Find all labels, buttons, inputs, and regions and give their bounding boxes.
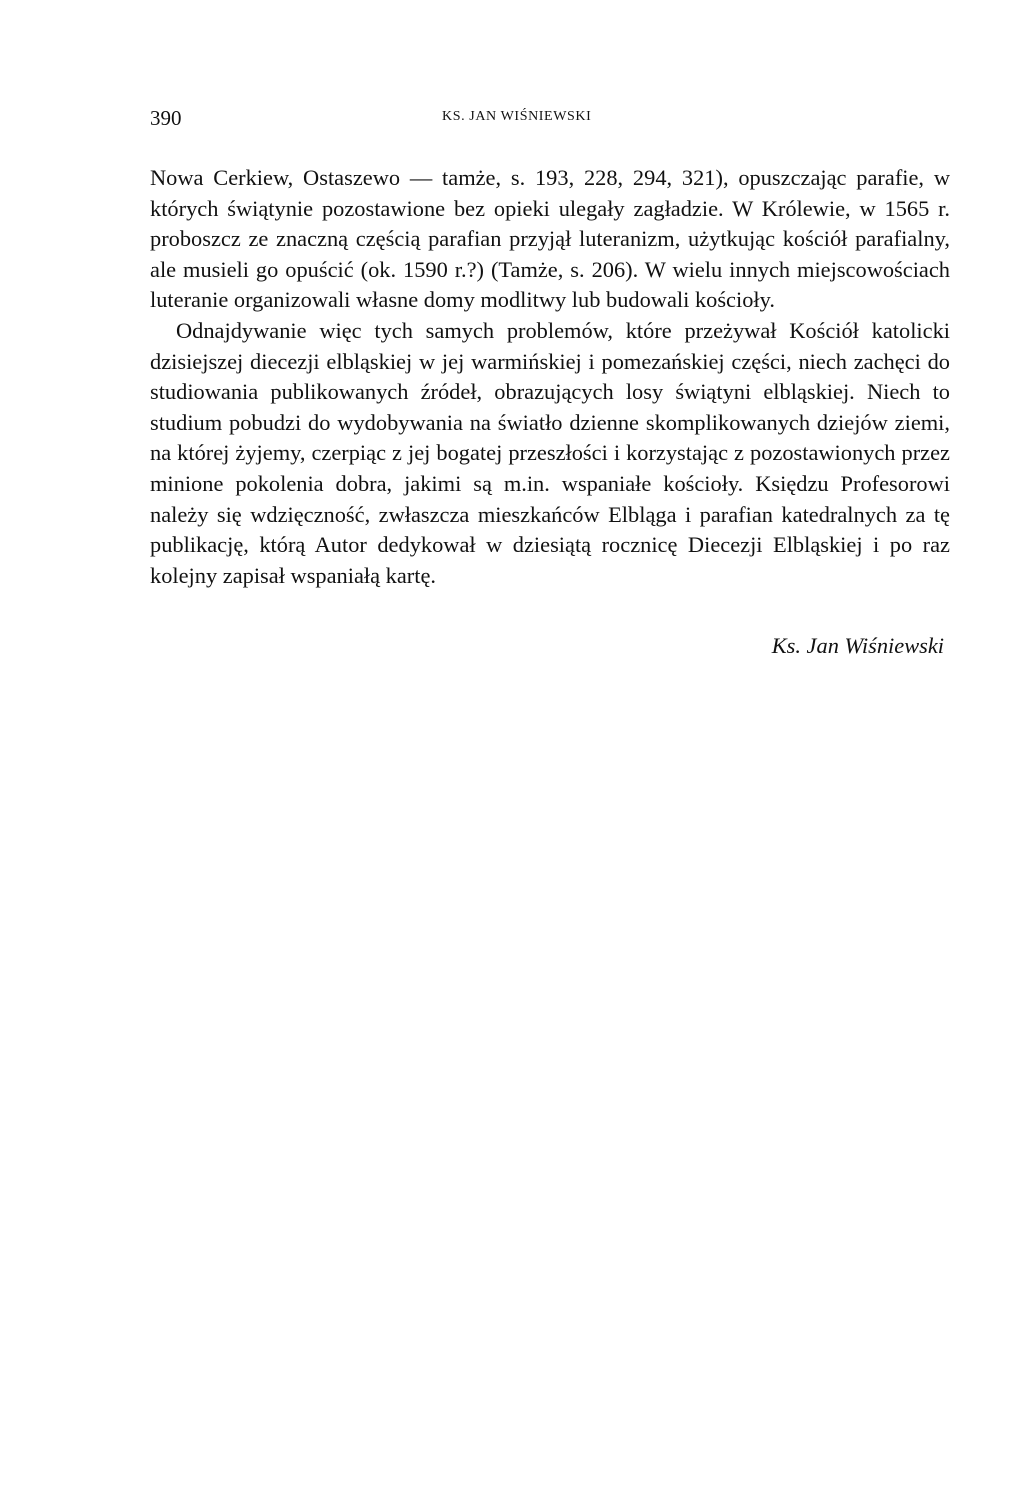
running-title: KS. JAN WIŚNIEWSKI: [442, 109, 592, 124]
paragraph: Odnajdywanie więc tych samych problemów, które przeżywał Kościół katolicki dzisiejszej diecezji elbląskiej w jej warmińskiej i pomezańskiej części, niech zachęci do studiowania publikowanych źródeł, obrazujących losy świątyni elbląskiej. Niech to studium pobudzi do wydobywania na światło dzienne skomplikowanych dziejów ziemi, na której żyjemy, czerpiąc z jej bogatej przeszłości i korzystając z pozostawionych przez minione pokolenia dobra, jakimi są m.in. wspaniałe kościoły. Księdzu Profesorowi należy się wdzięczność, zwłaszcza mieszkańców Elbląga i parafian katedralnych za tę publikację, którą Autor dedykował w dziesiątą rocznicę Diecezji Elbląskiej i po raz kolejny zapisał wspaniałą kartę.: [150, 317, 950, 588]
running-head: [150, 100, 950, 136]
paragraph-continued: Nowa Cerkiew, Ostaszewo — tamże, s. 193, 228, 294, 321), opuszczając parafie, w których świątynie pozostawione bez opieki ulegały zagładzie. W Królewie, w 1565 r. proboszcz ze znaczną częścią parafian przyjął luteranizm, użytkując kościół parafialny, ale musieli go opuścić (ok. 1590 r.?) (Tamże, s. 206). W wielu innych miejscowościach luteranie organizowali własne domy modlitwy lub budowali kościoły.: [150, 165, 950, 313]
page-number: 390: [150, 106, 182, 130]
page: [150, 100, 950, 662]
body-text: [150, 163, 950, 591]
author-signature: Ks. Jan Wiśniewski: [771, 633, 944, 659]
